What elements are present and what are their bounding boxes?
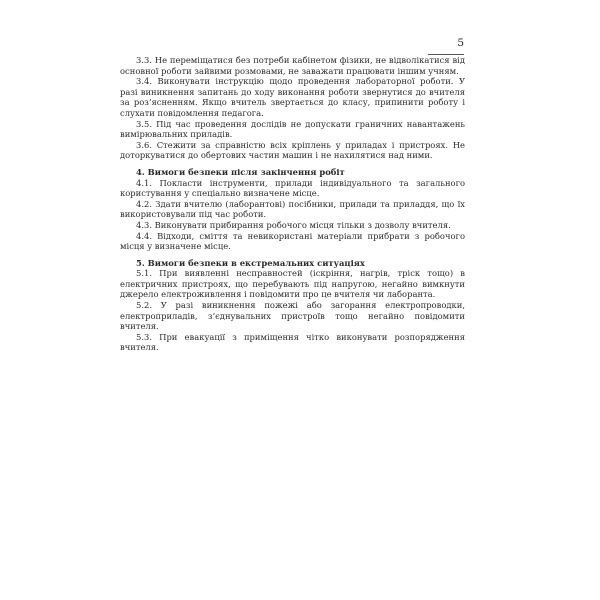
- paragraph-3-4: 3.4. Виконувати інструкцію щодо проведення лабораторної роботи. У разі виникнення запитань до ходу виконання роботи звернутися до вчителя за роз’ясненням. Якщо вчитель звертається до класу, припинити роботу і слухати повідомлення педагога.: [120, 76, 465, 118]
- section-5-heading: 5. Вимоги безпеки в екстремальних ситуаціях: [136, 257, 365, 268]
- paragraph-4-1: 4.1. Покласти інструменти, прилади індивідуального та загального користування у спеціально визначене місце.: [120, 177, 465, 199]
- paragraph-4-3: 4.3. Виконувати прибирання робочого місця тільки з дозволу вчителя.: [136, 219, 451, 230]
- paragraph-4-2: 4.2. Здати вчителю (лаборантові) посібники, прилади та приладдя, що їх використовували під час роботи.: [120, 198, 465, 220]
- paragraph-4-4: 4.4. Відходи, сміття та невикористані матеріали прибрати з робочого місця у визначене місце.: [120, 230, 465, 252]
- section-4-heading: 4. Вимоги безпеки після закінчення робіт: [136, 166, 345, 177]
- paragraph-3-5: 3.5. Під час проведення дослідів не допускати граничних навантажень вимірювальних приладів.: [120, 118, 465, 140]
- page-header: [428, 37, 464, 55]
- paragraph-5-2: 5.2. У разі виникнення пожежі або загорання електропроводки, електроприладів, з’єднувальних пристроїв тощо негайно повідомити вчителя.: [120, 300, 465, 332]
- paragraph-5-3: 5.3. При евакуації з приміщення чітко виконувати розпорядження вчителя.: [120, 331, 465, 353]
- page-number: 5: [457, 37, 464, 49]
- page-body: [120, 55, 465, 353]
- paragraph-3-3: 3.3. Не переміщатися без потреби кабінетом фізики, не відволікатися від основної роботи зайвими розмовами, не заважати працювати іншим учням.: [120, 55, 465, 76]
- paragraph-5-1: 5.1. При виявленні несправностей (іскріння, нагрів, тріск тощо) в електричних пристроях, що перебувають під напругою, негайно вимкнути джерело електроживлення і повідомити про це вчителя чи лаборанта.: [120, 268, 465, 300]
- paragraph-3-6: 3.6. Стежити за справністю всіх кріплень у приладах і пристроях. Не доторкуватися до обертових частин машин і не нахилятися над ними.: [120, 139, 465, 161]
